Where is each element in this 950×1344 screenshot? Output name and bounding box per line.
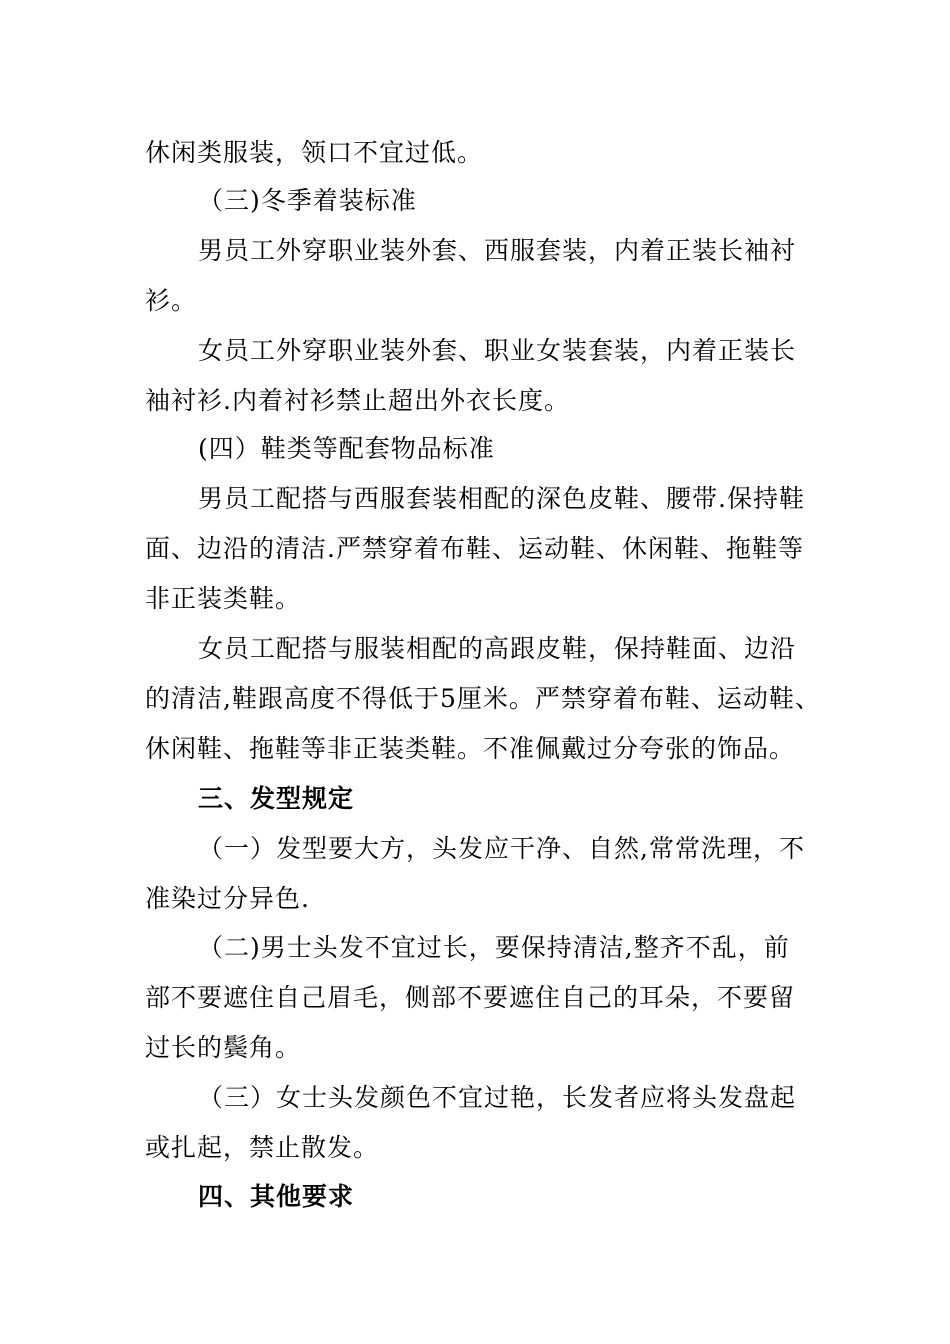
text-line-12: 的清洁,鞋跟高度不得低于5厘米。严禁穿着布鞋、运动鞋、: [145, 684, 821, 713]
text-line-13: 休闲鞋、拖鞋等非正装类鞋。不准佩戴过分夸张的饰品。: [145, 734, 796, 763]
section-heading-winter-dress: （三)冬季着装标准: [198, 186, 417, 215]
text-line-19: 过长的鬓角。: [145, 1033, 302, 1062]
text-line-9: 面、边沿的清洁.严禁穿着布鞋、运动鞋、休闲鞋、拖鞋等: [145, 534, 804, 563]
text-line-8: 男员工配搭与西服套装相配的深色皮鞋、腰带.保持鞋: [198, 484, 805, 513]
section-heading-shoes: (四）鞋类等配套物品标准: [198, 434, 495, 463]
text-line-15: （一）发型要大方，头发应干净、自然,常常洗理，不: [198, 834, 805, 863]
text-line-11: 女员工配搭与服装相配的高跟皮鞋，保持鞋面、边沿: [198, 634, 797, 663]
text-line-6: 袖衬衫.内着衬衫禁止超出外衣长度。: [145, 386, 570, 415]
text-line-10: 非正装类鞋。: [145, 584, 302, 613]
text-line-18: 部不要遮住自己眉毛，侧部不要遮住自己的耳朵，不要留: [145, 983, 796, 1012]
text-line-5: 女员工外穿职业装外套、职业女装套装，内着正装长: [198, 336, 797, 365]
text-line-4: 衫。: [145, 286, 198, 315]
text-line-16: 准染过分异色.: [145, 884, 310, 913]
text-line-21: 或扎起，禁止散发。: [145, 1133, 380, 1162]
text-line-3: 男员工外穿职业装外套、西服套装，内着正装长袖衬: [198, 236, 797, 265]
heading-other-requirements: 四、其他要求: [198, 1182, 355, 1211]
heading-hairstyle-rules: 三、发型规定: [198, 784, 355, 813]
text-line-1: 休闲类服装，领口不宜过低。: [145, 138, 484, 167]
text-line-20: （三）女士头发颜色不宜过艳，长发者应将头发盘起: [198, 1083, 797, 1112]
text-line-17: （二)男士头发不宜过长，要保持清洁,整齐不乱，前: [198, 933, 790, 962]
